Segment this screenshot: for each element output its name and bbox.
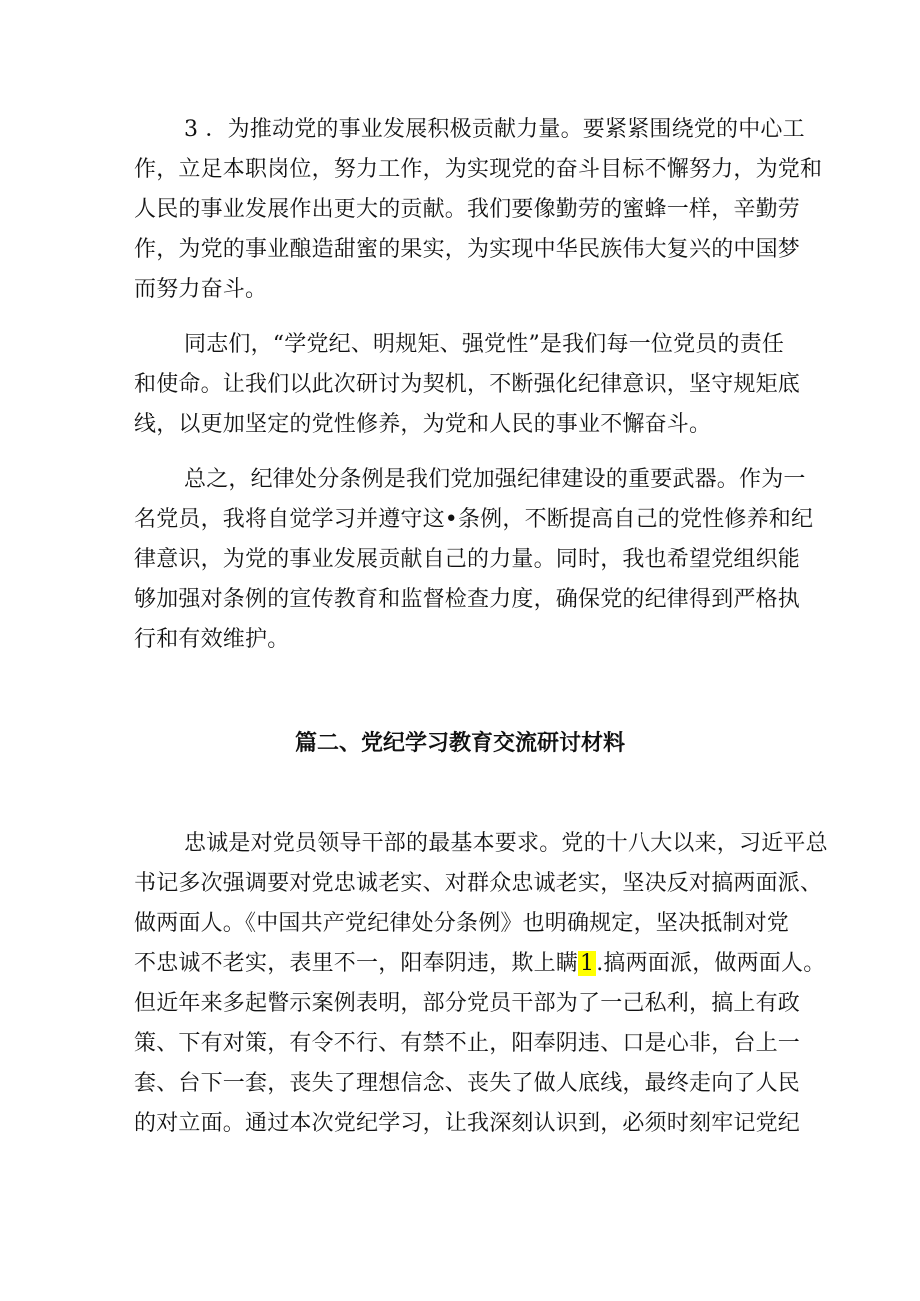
text-line: 的对立面。通过本次党纪学习，让我深刻认识到，必须时刻牢记党纪 bbox=[134, 1111, 801, 1136]
paragraph-conclusion bbox=[134, 460, 814, 660]
text-line: 律意识，为党的事业发展贡献自己的力量。同时，我也希望党组织能 bbox=[134, 547, 801, 572]
highlighted-mark: 1 bbox=[580, 951, 595, 976]
text-line: 3 ．为推动党的事业发展积极贡献力量。要紧紧围绕党的中心工 bbox=[184, 117, 805, 142]
paragraph-contribution bbox=[134, 110, 823, 310]
text-line: 但近年来多起瞥示案例表明，部分党员干部为了一己私利，搞上有政 bbox=[134, 991, 801, 1016]
paragraph-loyalty bbox=[134, 824, 828, 1144]
text-line: 作，为党的事业酿造甜蜜的果实，为实现中华民族伟大复兴的中国梦 bbox=[134, 237, 801, 262]
text-line: 线，以更加坚定的党性修养，为党和人民的事业不懈奋斗。 bbox=[134, 412, 712, 437]
text-line: 做两面人。《中国共产党纪律处分条例》也明确规定，坚决抵制对党 bbox=[134, 911, 790, 936]
text-segment: .搞两面派，做两面人。 bbox=[596, 951, 826, 976]
text-line: 和使命。让我们以此次研讨为契机，不断强化纪律意识，坚守规矩底 bbox=[134, 372, 801, 397]
text-line: 作，立足本职岗位，努力工作，为实现党的奋斗目标不懈努力，为党和 bbox=[134, 157, 823, 182]
text-line: 同志们，“学党纪、明规矩、强党性”是我们每一位党员的责任 bbox=[184, 332, 785, 357]
text-line: 忠诚是对党员领导干部的最基本要求。党的十八大以来，习近平总 bbox=[184, 831, 828, 856]
text-segment: 不忠诚不老实，表里不一，阳奉阴违，欺上瞒 bbox=[134, 951, 579, 976]
text-line: 行和有效维护。 bbox=[134, 627, 290, 652]
paragraph-comrades bbox=[134, 325, 801, 445]
text-line: 书记多次强调要对党忠诚老实、对群众忠诚老实，坚决反对搞两面派、 bbox=[134, 871, 823, 896]
text-line: 策、下有对策，有令不行、有禁不止，阳奉阴违、口是心非，台上一 bbox=[134, 1031, 801, 1056]
text-line: 名党员，我将自觉学习并遵守这•条例，不断提高自己的党性修养和纪 bbox=[134, 507, 814, 532]
text-line: 而努力奋斗。 bbox=[134, 277, 268, 302]
text-line: 人民的事业发展作出更大的贡献。我们要像勤劳的蜜蜂一样，辛勤劳 bbox=[134, 197, 801, 222]
text-line: 总之，纪律处分条例是我们党加强纪律建设的重要武器。作为一 bbox=[184, 467, 806, 492]
text-line bbox=[134, 944, 826, 984]
section-heading: 篇二、党纪学习教育交流研讨材料 bbox=[294, 731, 625, 756]
text-line: 套、台下一套，丧失了理想信念、丧失了做人底线，最终走向了人民 bbox=[134, 1071, 801, 1096]
text-line: 够加强对条例的宣传教育和监督检查力度，确保党的纪律得到严格执 bbox=[134, 587, 801, 612]
